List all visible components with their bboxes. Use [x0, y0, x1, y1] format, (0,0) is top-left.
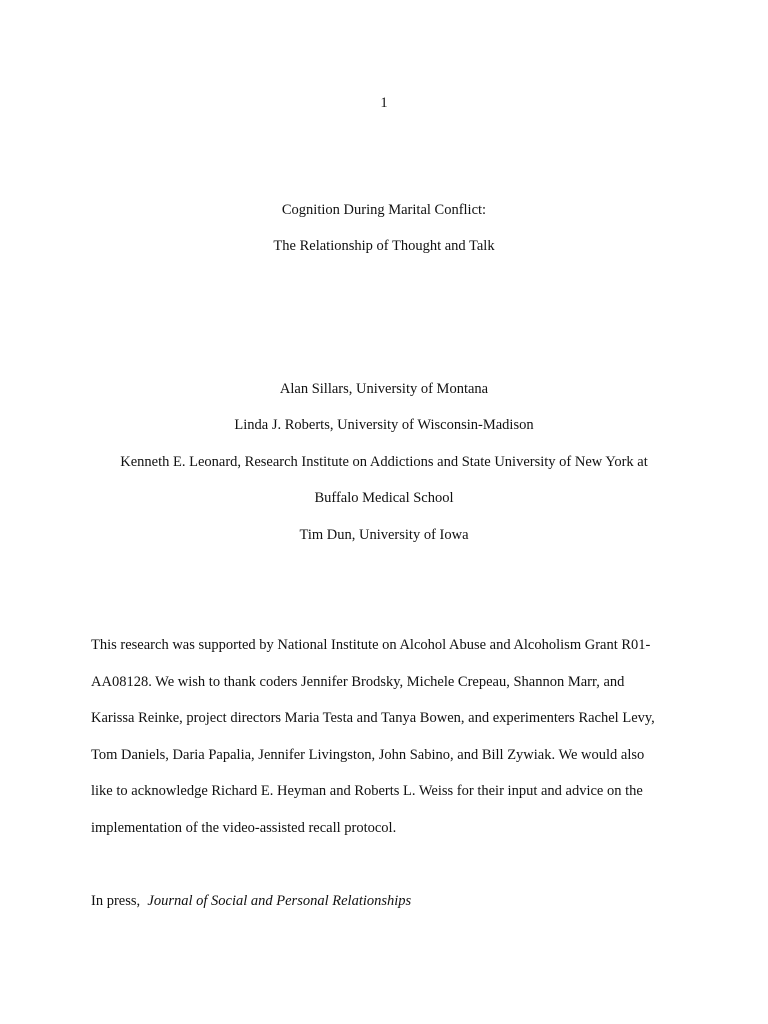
- acknowledgment-line: Karissa Reinke, project directors Maria Testa and Tanya Bowen, and experimenters Rachel Levy,: [91, 710, 655, 726]
- acknowledgment-line: Tom Daniels, Daria Papalia, Jennifer Livingston, John Sabino, and Bill Zywiak. We would also: [91, 746, 645, 763]
- publication-prefix: In press,: [91, 893, 141, 909]
- author-affiliation-4: Tim Dun, University of Iowa: [299, 527, 469, 543]
- author-affiliation-3: Kenneth E. Leonard, Research Institute on Addictions and State University of New York at: [120, 454, 648, 470]
- journal-name: Journal of Social and Personal Relationships: [147, 893, 412, 909]
- acknowledgment-line: like to acknowledge Richard E. Heyman and Roberts L. Weiss for their input and advice on the: [91, 783, 643, 799]
- acknowledgment-paragraph: [91, 636, 691, 855]
- acknowledgment-line: AA08128. We wish to thank coders Jennifer Brodsky, Michele Crepeau, Shannon Marr, and: [91, 673, 625, 690]
- page-number: 1: [380, 95, 388, 111]
- author-affiliation-3-continued: Buffalo Medical School: [314, 490, 454, 506]
- author-affiliation-1: Alan Sillars, University of Montana: [279, 381, 489, 397]
- acknowledgment-line: This research was supported by National Institute on Alcohol Abuse and Alcoholism Grant R01-: [91, 637, 651, 653]
- title-line-2: The Relationship of Thought and Talk: [273, 238, 495, 254]
- author-affiliation-2: Linda J. Roberts, University of Wisconsin-Madison: [234, 417, 534, 433]
- publication-status: [91, 892, 411, 910]
- title-line-1: Cognition During Marital Conflict:: [281, 202, 487, 218]
- acknowledgment-line: implementation of the video-assisted recall protocol.: [91, 819, 397, 836]
